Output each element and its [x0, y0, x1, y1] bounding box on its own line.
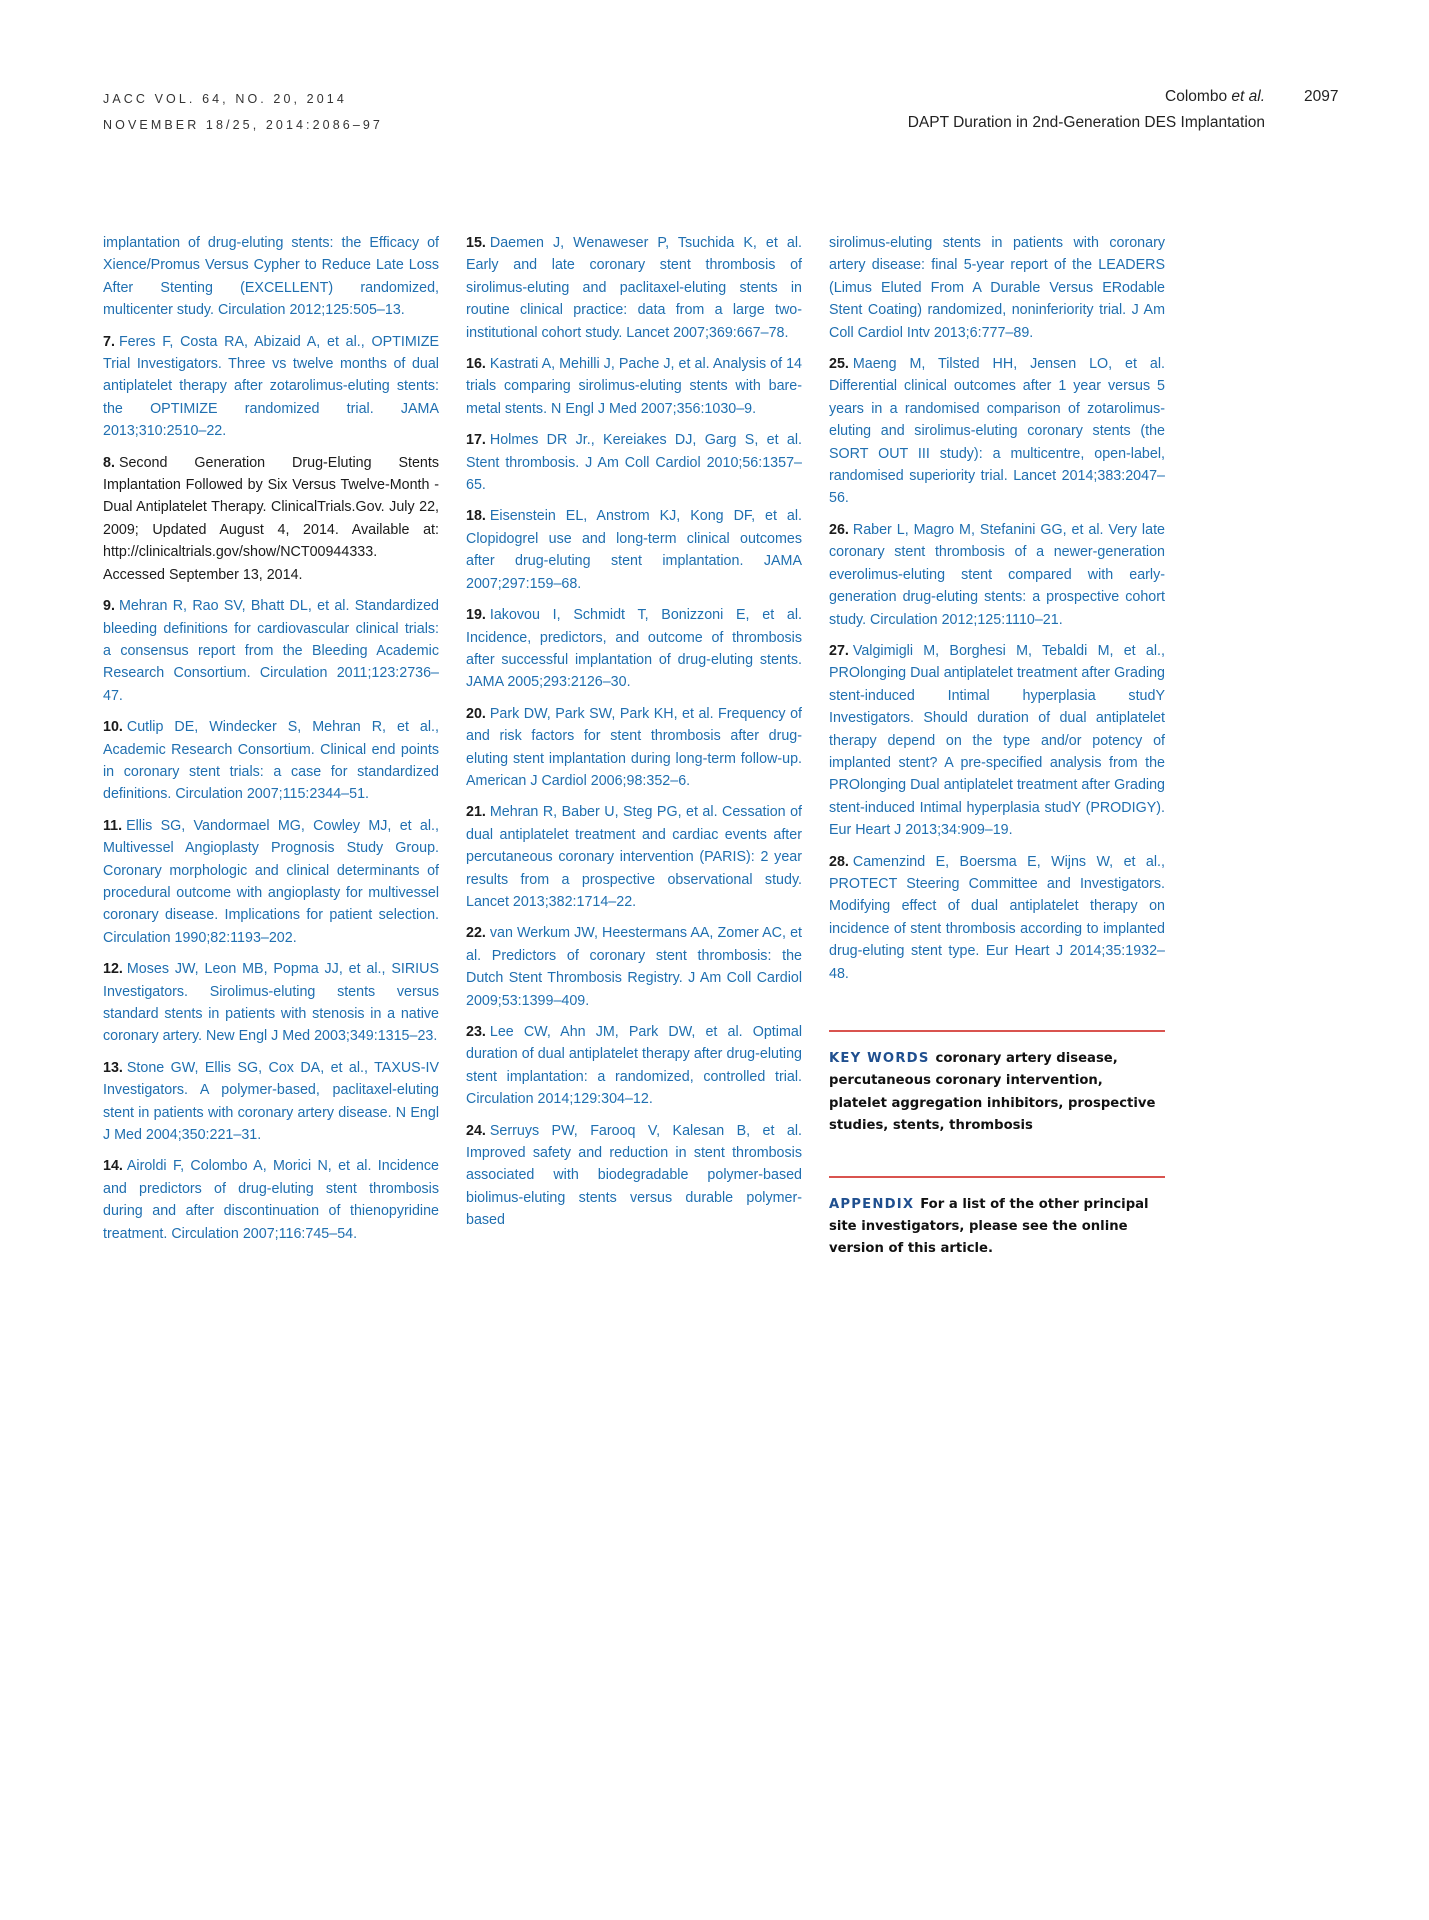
journal-volume-line: JACC VOL. 64, NO. 20, 2014	[103, 92, 347, 106]
reference-number: 11.	[103, 817, 123, 834]
reference-item[interactable]	[829, 519, 1165, 631]
reference-number: 23.	[466, 1024, 486, 1040]
reference-text: Park DW, Park SW, Park KH, et al. Frequency of and risk factors for stent thrombosis after drug-eluting stent implantation during long-term follow-up. American J Cardiol 2006;98:352–6.	[466, 705, 802, 789]
reference-item[interactable]	[466, 1120, 802, 1232]
reference-item[interactable]	[103, 1155, 439, 1245]
reference-number: 10.	[103, 719, 123, 736]
reference-text: van Werkum JW, Heestermans AA, Zomer AC, et al. Predictors of coronary stent thrombosis: the Dutch Stent Thrombosis Registry. J Am Coll Cardiol 2009;53:1399–409.	[466, 925, 802, 1009]
reference-column-2	[466, 232, 802, 1241]
reference-number: 28.	[829, 853, 849, 870]
keywords-label: KEY WORDS	[829, 1051, 930, 1066]
reference-text: sirolimus-eluting stents in patients with coronary artery disease: final 5-year report of the LEADERS (Limus Eluted From A Durable Versus ERodable Stent Coating) randomized, noninferiority trial. J Am Coll Cardiol Intv 2013;6:777–89.	[829, 235, 1165, 341]
reference-item[interactable]	[103, 331, 439, 443]
keywords-text: coronary artery disease, percutaneous coronary intervention, platelet aggregation inhibitors, prospective studies, stents, thrombosis	[829, 1051, 1156, 1134]
reference-item[interactable]	[103, 958, 439, 1048]
spacer	[829, 1138, 1165, 1176]
reference-item[interactable]	[103, 595, 439, 707]
reference-text: Lee CW, Ahn JM, Park DW, et al. Optimal duration of dual antiplatelet therapy after drug-eluting stent implantation: a randomized, controlled trial. Circulation 2014;129:304–12.	[466, 1024, 802, 1108]
reference-item[interactable]	[466, 429, 802, 496]
reference-number: 25.	[829, 356, 849, 373]
page-number: 2097	[1304, 88, 1339, 105]
reference-number: 13.	[103, 1059, 123, 1076]
running-header	[908, 84, 1265, 136]
reference-text: Holmes DR Jr., Kereiakes DJ, Garg S, et al. Stent thrombosis. J Am Coll Cardiol 2010;56:1357–65.	[466, 432, 802, 494]
reference-item[interactable]	[829, 640, 1165, 842]
appendix-text: For a list of the other principal site investigators, please see the online version of this article.	[829, 1196, 1149, 1257]
reference-number: 22.	[466, 925, 486, 942]
reference-item[interactable]	[103, 232, 439, 322]
reference-text: Stone GW, Ellis SG, Cox DA, et al., TAXUS-IV Investigators. A polymer-based, paclitaxel-eluting stent in patients with coronary artery disease. N Engl J Med 2004;350:221–31.	[103, 1059, 439, 1144]
reference-number: 24.	[466, 1122, 486, 1139]
reference-number: 18.	[466, 508, 486, 525]
appendix-label: APPENDIX	[829, 1196, 915, 1212]
reference-column-3	[829, 232, 1165, 1261]
reference-item[interactable]	[466, 604, 802, 694]
reference-text: Iakovou I, Schmidt T, Bonizzoni E, et al. Incidence, predictors, and outcome of thrombosis after successful implantation of drug-eluting stents. JAMA 2005;293:2126–30.	[466, 607, 802, 691]
reference-number: 27.	[829, 642, 849, 659]
reference-number: 16.	[466, 356, 486, 373]
reference-number: 19.	[466, 607, 486, 624]
reference-item[interactable]	[466, 232, 802, 344]
reference-text: Moses JW, Leon MB, Popma JJ, et al., SIRIUS Investigators. Sirolimus-eluting stents versus standard stents in patients with stenosis in a native coronary artery. New Engl J Med 2003;349:1315–23.	[103, 961, 439, 1045]
reference-number: 12.	[103, 961, 123, 978]
spacer	[829, 994, 1165, 1030]
running-title: DAPT Duration in 2nd-Generation DES Implantation	[907, 114, 1265, 131]
reference-column-1	[103, 232, 439, 1254]
reference-text: Camenzind E, Boersma E, Wijns W, et al., PROTECT Steering Committee and Investigators. Modifying effect of dual antiplatelet therapy on incidence of stent thrombosis according to implanted drug-eluting stent type. Eur Heart J 2014;35:1932–48.	[829, 853, 1165, 982]
reference-number: 7.	[103, 333, 115, 350]
journal-citation	[103, 86, 383, 138]
reference-item[interactable]	[829, 232, 1165, 344]
reference-text: Second Generation Drug-Eluting Stents Implantation Followed by Six Versus Twelve-Month - Dual Antiplatelet Therapy. ClinicalTrials.Gov. July 22, 2009; Updated August 4, 2014. Available at: http://clinicaltrials.gov/show/NCT00944333. Accessed September 13, 2014.	[103, 454, 439, 583]
reference-text: Serruys PW, Farooq V, Kalesan B, et al. Improved safety and reduction in stent thrombosis associated with biodegradable polymer-based biolimus-eluting stents versus durable polymer-based	[466, 1122, 802, 1229]
reference-text: Raber L, Magro M, Stefanini GG, et al. Very late coronary stent thrombosis of a newer-generation everolimus-eluting stent compared with early-generation drug-eluting stents: a prospective cohort study. Circulation 2012;125:1110–21.	[829, 521, 1165, 628]
reference-number: 21.	[466, 804, 486, 821]
appendix-divider	[829, 1176, 1165, 1178]
keywords-block	[829, 1048, 1165, 1138]
reference-text: Feres F, Costa RA, Abizaid A, et al., OPTIMIZE Trial Investigators. Three vs twelve months of dual antiplatelet therapy after zotarolimus-eluting stents: the OPTIMIZE randomized trial. JAMA 2013;310:2510–22.	[103, 333, 439, 440]
reference-number: 9.	[103, 598, 115, 615]
reference-text: Kastrati A, Mehilli J, Pache J, et al. Analysis of 14 trials comparing sirolimus-eluting stents with bare-metal stents. N Engl J Med 2007;356:1030–9.	[466, 356, 802, 417]
appendix-block	[829, 1194, 1165, 1261]
reference-number: 26.	[829, 521, 849, 538]
reference-item[interactable]	[466, 353, 802, 420]
reference-text: Ellis SG, Vandormael MG, Cowley MJ, et al., Multivessel Angioplasty Prognosis Study Group. Coronary morphologic and clinical determinants of procedural outcome with angioplasty for multivessel coronary disease. Implications for patient selection. Circulation 1990;82:1193–202.	[103, 817, 439, 946]
reference-number: 20.	[466, 705, 486, 722]
reference-item[interactable]	[466, 1021, 802, 1111]
reference-text: Daemen J, Wenaweser P, Tsuchida K, et al. Early and late coronary stent thrombosis of sirolimus-eluting and paclitaxel-eluting stents in routine clinical practice: data from a large two-institutional cohort study. Lancet 2007;369:667–78.	[466, 235, 802, 341]
reference-text: Maeng M, Tilsted HH, Jensen LO, et al. Differential clinical outcomes after 1 year versus 5 years in a randomised comparison of zotarolimus-eluting and sirolimus-eluting coronary stents (the SORT OUT III study): a multicentre, open-label, randomised superiority trial. Lancet 2014;383:2047–56.	[829, 356, 1165, 507]
reference-item[interactable]	[466, 922, 802, 1012]
author-line	[908, 84, 1265, 110]
journal-date-line: NOVEMBER 18/25, 2014:2086–97	[103, 118, 383, 132]
reference-item[interactable]	[466, 703, 802, 793]
reference-item[interactable]	[829, 353, 1165, 510]
reference-number: 15.	[466, 235, 486, 251]
reference-item[interactable]	[466, 801, 802, 913]
reference-text: Mehran R, Baber U, Steg PG, et al. Cessation of dual antiplatelet treatment and cardiac events after percutaneous coronary intervention (PARIS): 2 year results from a prospective observational study. Lancet 2013;382:1714–22.	[466, 804, 802, 910]
reference-text: Airoldi F, Colombo A, Morici N, et al. Incidence and predictors of drug-eluting stent thrombosis during and after discontinuation of thienopyridine treatment. Circulation 2007;116:745–54.	[103, 1158, 439, 1242]
reference-text: implantation of drug-eluting stents: the Efficacy of Xience/Promus Versus Cypher to Reduce Late Loss After Stenting (EXCELLENT) randomized, multicenter study. Circulation 2012;125:505–13.	[103, 235, 439, 319]
reference-item[interactable]	[103, 815, 439, 949]
reference-number: 8.	[103, 454, 115, 471]
reference-text: Cutlip DE, Windecker S, Mehran R, et al., Academic Research Consortium. Clinical end points in coronary stent trials: a case for standardized definitions. Circulation 2007;115:2344–51.	[103, 719, 439, 803]
reference-text: Valgimigli M, Borghesi M, Tebaldi M, et al., PROlonging Dual antiplatelet treatment after Grading stent-induced Intimal hyperplasia studY Investigators. Should duration of dual antiplatelet therapy depend on the type and/or potency of implanted stent? A pre-specified analysis from the PROlonging Dual antiplatelet treatment after Grading stent-induced Intimal hyperplasia studY (PRODIGY). Eur Heart J 2013;34:909–19.	[829, 642, 1165, 839]
reference-text: Eisenstein EL, Anstrom KJ, Kong DF, et al. Clopidogrel use and long-term clinical outcomes after drug-eluting stent implantation. JAMA 2007;297:159–68.	[466, 508, 802, 592]
reference-item[interactable]	[103, 452, 439, 586]
keywords-divider	[829, 1030, 1165, 1032]
reference-item[interactable]	[466, 505, 802, 595]
author-suffix: et al.	[1231, 88, 1265, 105]
reference-number: 17.	[466, 432, 486, 449]
reference-item[interactable]	[103, 1057, 439, 1147]
reference-item[interactable]	[829, 851, 1165, 985]
author-name: Colombo	[1165, 88, 1228, 105]
reference-text: Mehran R, Rao SV, Bhatt DL, et al. Standardized bleeding definitions for cardiovascular clinical trials: a consensus report from the Bleeding Academic Research Consortium. Circulation 2011;123:2736–47.	[103, 598, 439, 704]
reference-item[interactable]	[103, 716, 439, 806]
reference-number: 14.	[103, 1158, 123, 1175]
